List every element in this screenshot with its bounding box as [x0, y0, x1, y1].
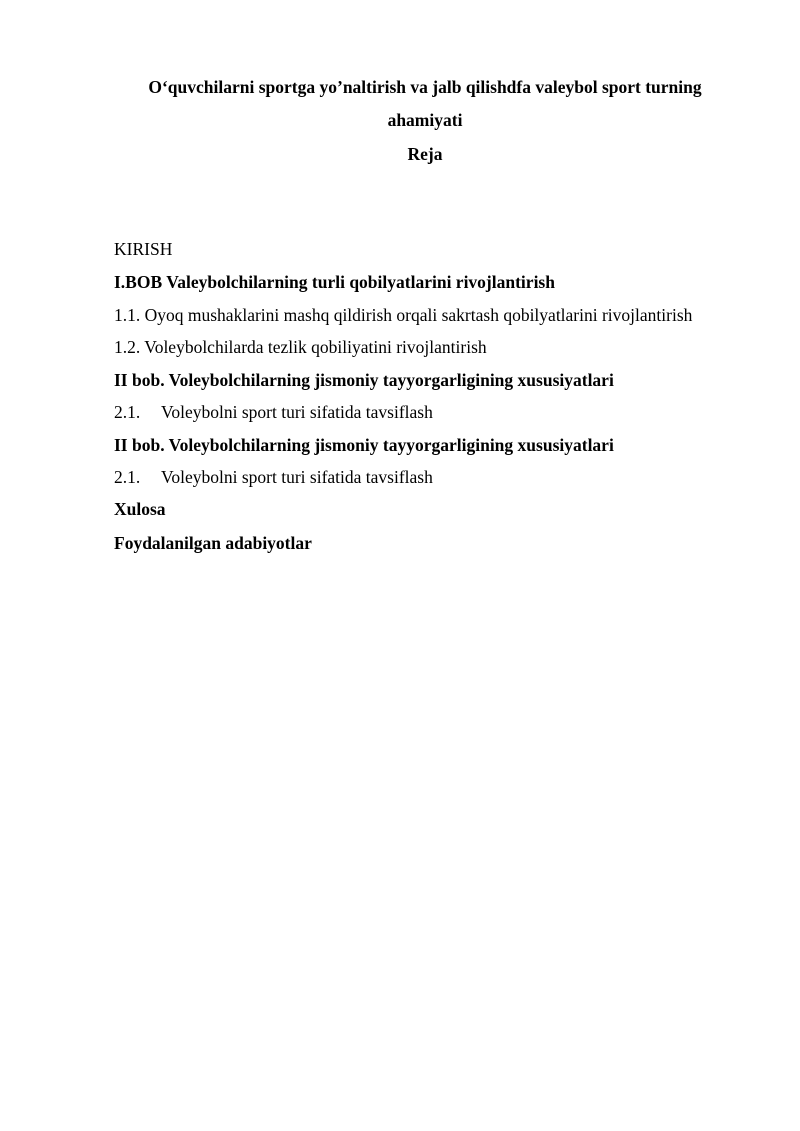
toc-item-xulosa: Xulosa — [114, 499, 166, 519]
toc-item-section-1-1: 1.1. Oyoq mushaklarini mashq qildirish orqali sakrtash qobilyatlarini rivojlantirish — [114, 305, 693, 325]
toc-item-references: Foydalanilgan adabiyotlar — [114, 533, 312, 553]
toc-item-section-1-2: 1.2. Voleybolchilarda tezlik qobiliyatini rivojlantirish — [114, 337, 487, 357]
document-title-line-1: O‘quvchilarni sportga yo’naltirish va jalb qilishdfa valeybol sport turning — [148, 77, 702, 97]
toc-item-section-2-1 — [114, 401, 433, 423]
toc-item-number: 2.1. — [114, 467, 141, 487]
toc-item-section-2-1-repeat — [114, 466, 433, 488]
toc-item-number: 2.1. — [114, 402, 141, 422]
toc-item-kirish: KIRISH — [114, 239, 173, 259]
document-subtitle: Reja — [407, 144, 443, 164]
toc-item-chapter-2: II bob. Voleybolchilarning jismoniy tayyorgarligining xususiyatlari — [114, 370, 614, 390]
toc-item-chapter-1: I.BOB Valeybolchilarning turli qobilyatlarini rivojlantirish — [114, 272, 555, 292]
toc-item-text: Voleybolni sport turi sifatida tavsiflash — [161, 467, 433, 487]
toc-item-text: Voleybolni sport turi sifatida tavsiflash — [161, 402, 433, 422]
document-title-line-2: ahamiyati — [387, 110, 463, 130]
toc-item-chapter-2-repeat: II bob. Voleybolchilarning jismoniy tayyorgarligining xususiyatlari — [114, 435, 614, 455]
